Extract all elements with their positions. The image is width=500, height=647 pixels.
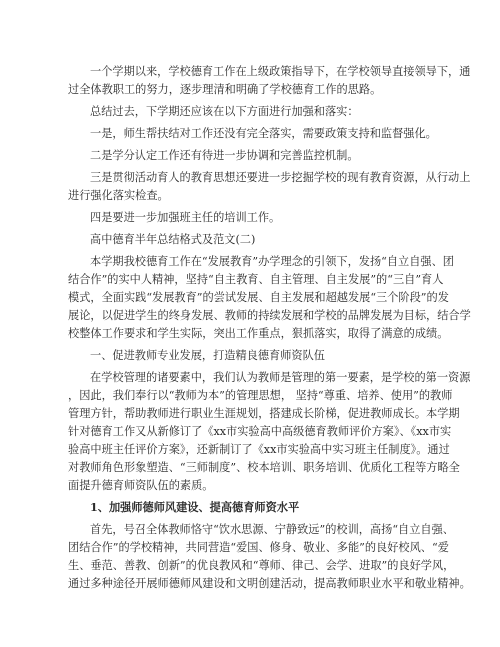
text-line <box>0 460 500 475</box>
line-text: 通过多种途径开展师德师风建设和文明创建活动，提高教师职业水平和敬业精神。 <box>68 577 471 590</box>
line-text: 一、促进教师专业发展，打造精良德育师资队伍 <box>90 349 325 362</box>
line-text: 模式，全面实践“发展教育”的尝试发展、自主发展和超越发展“三个阶段”的发 <box>68 291 449 304</box>
text-line <box>0 126 500 141</box>
line-text: 高中德育半年总结格式及范文(二) <box>90 233 256 246</box>
text-line <box>0 232 500 247</box>
text-line <box>0 522 500 537</box>
text-line <box>0 478 500 493</box>
line-text: 四是要进一步加强班主任的培训工作。 <box>90 211 281 224</box>
text-line <box>0 370 500 385</box>
line-text: 在学校管理的诸要素中，我们认为教师是管理的第一要素，是学校的第一资源 <box>90 371 471 384</box>
text-line <box>0 540 500 555</box>
line-text: 首先，号召全体教师恪守“饮水思源、宁静致远”的校训，高扬“自立自强、 <box>90 523 454 536</box>
text-line <box>0 348 500 363</box>
text-line <box>0 442 500 457</box>
text-line <box>0 210 500 225</box>
line-text: 校整体工作要求和学生实际，突出工作重点，狠抓落实，取得了满意的成绩。 <box>68 327 449 340</box>
text-line <box>0 576 500 591</box>
line-text: 三是贯彻活动育人的教育思想还要进一步挖掘学校的现有教育资源，从行动上 <box>90 171 471 184</box>
line-text: 针对德育工作又从新修订了《xx市实验高中高级德育教师评价方案》、《xx市实 <box>68 425 452 438</box>
text-line <box>0 290 500 305</box>
text-line <box>0 388 500 403</box>
text-line <box>0 82 500 97</box>
line-text: 过全体教职工的努力，逐步理清和明确了学校德育工作的思路。 <box>68 83 382 96</box>
line-text: 生、垂范、善教、创新”的优良教风和“尊师、律己、会学、进取”的良好学风， <box>68 559 455 572</box>
line-text: 管理方针，帮助教师进行职业生涯规划，搭建成长阶梯，促进教师成长。本学期 <box>68 407 460 420</box>
line-text: 进行强化落实检查。 <box>68 189 169 202</box>
text-line <box>0 254 500 269</box>
line-text: 二是学分认定工作还有待进一步协调和完善监控机制。 <box>90 149 359 162</box>
text-line <box>0 424 500 439</box>
line-text: ，因此，我们奉行以“教师为本”的管理思想， 坚持“尊重、培养、使用”的教师 <box>68 389 453 402</box>
line-text: 本学期我校德育工作在“发展教育”办学理念的引领下，发扬“自立自强、团 <box>90 255 454 268</box>
line-text: 一个学期以来，学校德育工作在上级政策指导下，在学校领导直接领导下，通 <box>90 65 471 78</box>
text-line <box>0 500 500 515</box>
line-text: 面提升德育师资队伍的素质。 <box>68 479 214 492</box>
text-line <box>0 308 500 323</box>
text-line <box>0 170 500 185</box>
text-line <box>0 148 500 163</box>
line-text: 总结过去，下学期还应该在以下方面进行加强和落实： <box>90 105 359 118</box>
text-line <box>0 104 500 119</box>
line-text: 验高中班主任评价方案》，还新制订了《xx市实验高中实习班主任制度》。通过 <box>68 443 450 456</box>
line-text: 1、加强师德师风建设、提高德育师资水平 <box>90 500 300 514</box>
line-text: 展论，以促进学生的终身发展、教师的持续发展和学校的品牌发展为目标，结合学 <box>68 309 471 322</box>
text-line <box>0 558 500 573</box>
text-line <box>0 188 500 203</box>
text-line <box>0 406 500 421</box>
text-line <box>0 272 500 287</box>
line-text: 一是，师生帮扶结对工作还没有完全落实，需要政策支持和监督强化。 <box>90 127 437 140</box>
line-text: 团结合作”的学校精神，共同营造“爱国、修身、敬业、多能”的良好校风、“爱 <box>68 541 449 554</box>
line-text: 对教师角色形象塑造、“三师制度”、校本培训、职务培训、优质化工程等方略全 <box>68 461 460 474</box>
text-line <box>0 326 500 341</box>
text-line <box>0 64 500 79</box>
line-text: 结合作”的实中人精神，坚持“自主教育、自主管理、自主发展”的“三自”育人 <box>68 273 444 286</box>
